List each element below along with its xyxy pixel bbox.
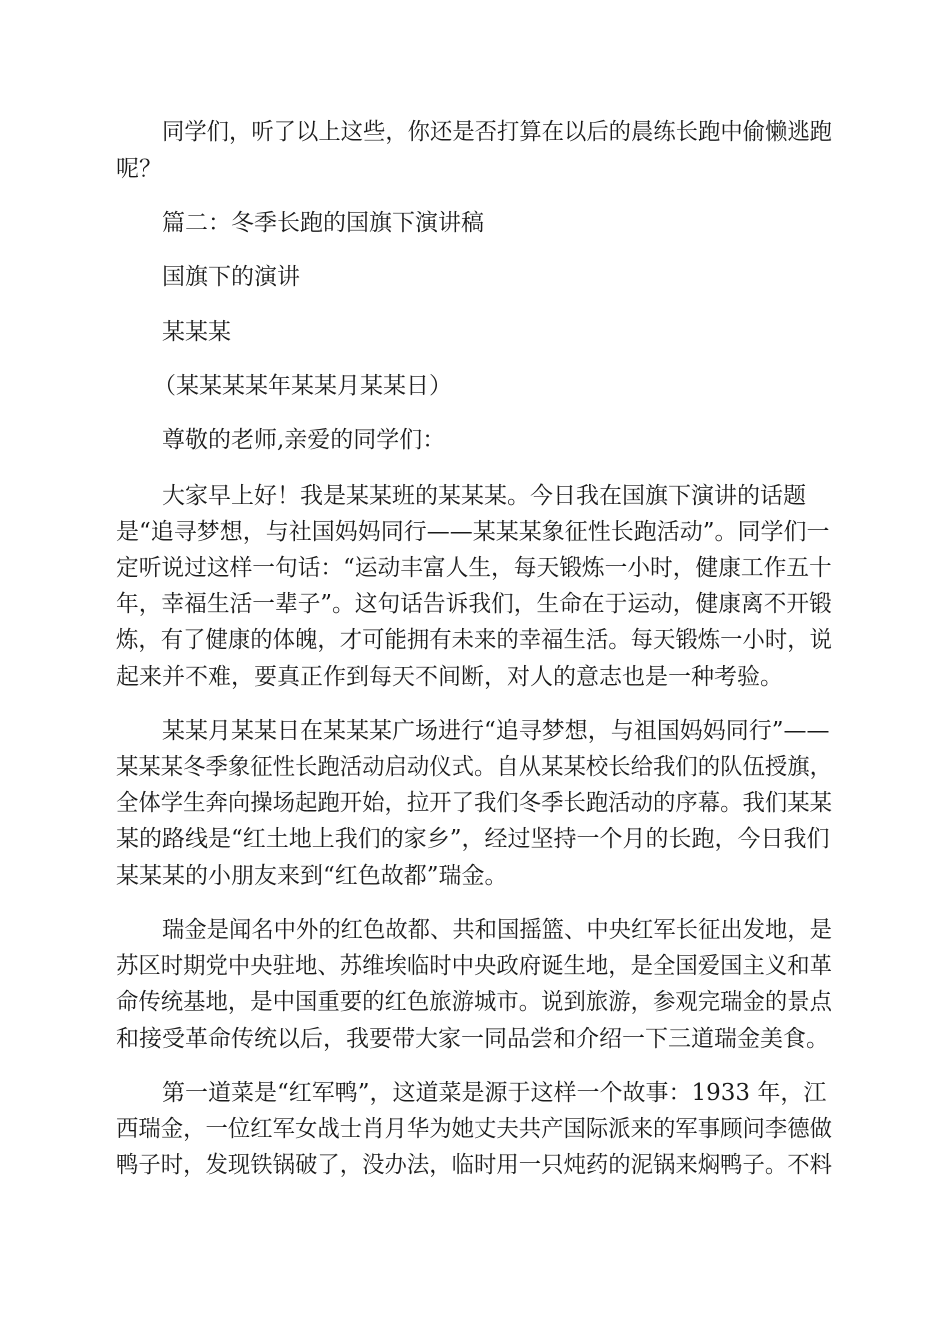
text-line: 和接受革命传统以后，我要带大家一同品尝和介绍一下三道瑞金美食。 <box>116 1026 829 1052</box>
text-line: 命传统基地，是中国重要的红色旅游城市。说到旅游，参观完瑞金的景点 <box>116 989 832 1015</box>
text-line: 某某某冬季象征性长跑活动启动仪式。自从某某校长给我们的队伍授旗， <box>116 754 832 780</box>
speaker-name: 某某某 <box>162 319 231 345</box>
text-line: 炼，有了健康的体魄，才可能拥有未来的幸福生活。每天锻炼一小时，说 <box>116 627 832 653</box>
text-line: 起来并不难，要真正作到每天不间断，对人的意志也是一种考验。 <box>116 664 783 690</box>
text-line: 大家早上好！我是某某班的某某某。今日我在国旗下演讲的话题 <box>162 483 806 509</box>
text-line: 西瑞金，一位红军女战士肖月华为她丈夫共产国际派来的军事顾问李德做 <box>116 1116 832 1142</box>
text-line: 是“追寻梦想，与社国妈妈同行——某某某象征性长跑活动”。同学们一 <box>116 519 830 545</box>
speech-title: 国旗下的演讲 <box>162 264 300 290</box>
section-heading: 篇二：冬季长跑的国旗下演讲稿 <box>162 210 484 236</box>
speech-date: （某某某某年某某月某某日） <box>153 373 452 399</box>
salutation: 尊敬的老师,亲爱的同学们： <box>162 427 446 453</box>
text-line: 瑞金是闻名中外的红色故都、共和国摇篮、中央红军长征出发地，是 <box>162 917 832 943</box>
text-line: 某某某的小朋友来到“红色故都”瑞金。 <box>116 863 508 889</box>
text-line: 第一道菜是“红军鸭”，这道菜是源于这样一个故事：1933 年，江 <box>162 1080 827 1106</box>
text-line: 全体学生奔向操场起跑开始，拉开了我们冬季长跑活动的序幕。我们某某 <box>116 790 832 816</box>
text-line: 定听说过这样一句话：“运动丰富人生，每天锻炼一小时，健康工作五十 <box>116 555 832 581</box>
text-line: 呢？ <box>116 156 162 182</box>
text-line: 鸭子时，发现铁锅破了，没办法，临时用一只炖药的泥锅来焖鸭子。不料 <box>116 1152 832 1178</box>
text-line: 年，幸福生活一辈子”。这句话告诉我们，生命在于运动，健康离不开锻 <box>116 591 832 617</box>
text-line: 同学们，听了以上这些，你还是否打算在以后的晨练长跑中偷懒逃跑 <box>162 119 832 145</box>
text-line: 某的路线是“红土地上我们的家乡”，经过坚持一个月的长跑，今日我们 <box>116 826 830 852</box>
text-line: 某某月某某日在某某某广场进行“追寻梦想，与祖国妈妈同行”—— <box>162 718 830 744</box>
text-line: 苏区时期党中央驻地、苏维埃临时中央政府诞生地，是全国爱国主义和革 <box>116 953 832 979</box>
